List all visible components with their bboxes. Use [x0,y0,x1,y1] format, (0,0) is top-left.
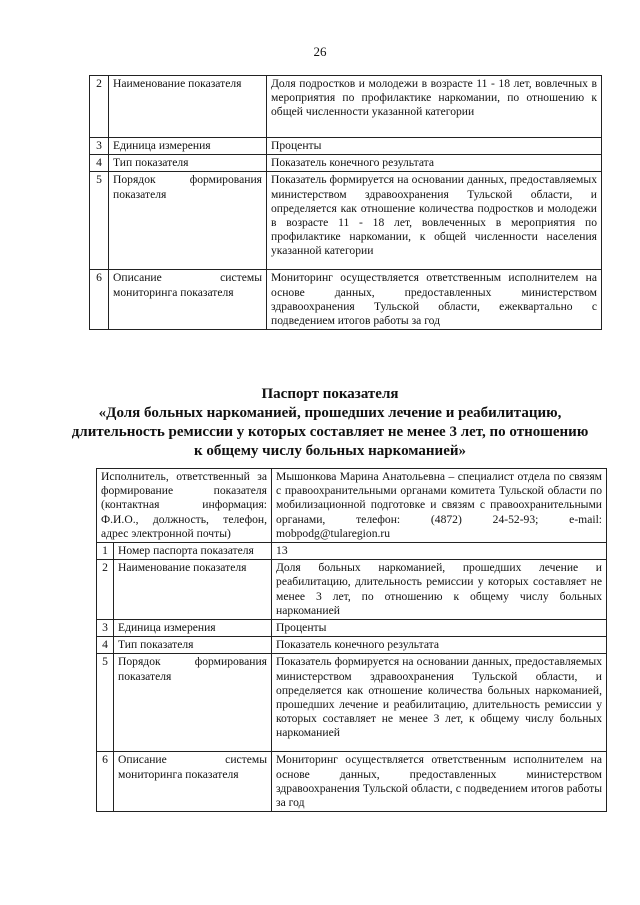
row-label: Наименование показателя [114,560,272,620]
row-value: Показатель формируется на основании данных, предоставляемых министерством здравоохранения Тульской области, и определяется как отношение количества больных наркоманией, прошедших лечение и реабилитацию, длительность ремиссии у которых составляет не менее 3 лет, к общему числу больных наркоманией [272,654,607,752]
row-number: 4 [90,155,109,172]
row-label: Единица измерения [109,138,267,155]
row-value: Показатель конечного результата [272,637,607,654]
responsible-value: Мышонкова Марина Анатольевна – специалист отдела по связям с правоохранительными органами комитета Тульской области по мобилизационной подготовке и связям с правоохранительными органами, телефон: (4872) 24-52-93; e-mail: mobpodg@tularegion.ru [272,469,607,543]
row-value: Доля больных наркоманией, прошедших лечение и реабилитацию, длительность ремиссии у которых составляет не менее 3 лет, по отношению к общему числу больных наркоманией [272,560,607,620]
row-label: Порядок формирования показателя [109,172,267,270]
table-header-row [97,469,607,543]
table-row [97,543,607,560]
table-row [97,752,607,812]
row-value: Показатель формируется на основании данных, предоставляемых министерством здравоохранения Тульской области, и определяется как отношение количества подростков и молодежи в возрасте 11 - 18 лет, вовлеченных в мероприятия по профилактике наркомании, к общей численности населения указанной категории [267,172,602,270]
table-row [97,560,607,620]
row-number: 5 [97,654,114,752]
row-value: Показатель конечного результата [267,155,602,172]
table-row [97,620,607,637]
row-value: 13 [272,543,607,560]
row-number: 3 [97,620,114,637]
responsible-label: Исполнитель, ответственный за формирование показателя (контактная информация: Ф.И.О., должность, телефон, адрес электронной почты) [97,469,272,543]
table-row [90,172,602,270]
row-value: Проценты [272,620,607,637]
row-number: 5 [90,172,109,270]
row-label: Номер паспорта показателя [114,543,272,560]
passport-heading [70,385,590,461]
table-row [97,637,607,654]
table-row [90,76,602,138]
row-number: 6 [97,752,114,812]
row-label: Описание системы мониторинга показателя [114,752,272,812]
table-row [97,654,607,752]
table-row [90,138,602,155]
row-label: Тип показателя [109,155,267,172]
row-number: 6 [90,270,109,330]
row-label: Единица измерения [114,620,272,637]
table-row [90,155,602,172]
row-label: Описание системы мониторинга показателя [109,270,267,330]
row-label: Порядок формирования показателя [114,654,272,752]
page-number: 26 [313,44,327,59]
passport-subtitle: «Доля больных наркоманией, прошедших лечение и реабилитацию, длительность ремиссии у которых составляет не менее 3 лет, по отношению к общему числу больных наркоманией» [71,405,589,459]
row-label: Наименование показателя [109,76,267,138]
row-value: Мониторинг осуществляется ответственным исполнителем на основе данных, предоставленных министерством здравоохранения Тульской области, ежеквартально с подведением итогов работы за год [267,270,602,330]
indicator-table-continued [89,75,602,330]
row-number: 2 [90,76,109,138]
row-value: Мониторинг осуществляется ответственным исполнителем на основе данных, предоставленных министерством здравоохранения Тульской области, с подведением итогов работы за год [272,752,607,812]
row-number: 4 [97,637,114,654]
row-label: Тип показателя [114,637,272,654]
row-value: Доля подростков и молодежи в возрасте 11 - 18 лет, вовлечных в мероприятия по профилактике наркомании, по отношению к общей численности указанной категории [267,76,602,138]
passport-title: Паспорт показателя [261,386,399,402]
table-row [90,270,602,330]
indicator-passport-table [96,468,607,812]
row-number: 1 [97,543,114,560]
row-number: 3 [90,138,109,155]
row-number: 2 [97,560,114,620]
row-value: Проценты [267,138,602,155]
